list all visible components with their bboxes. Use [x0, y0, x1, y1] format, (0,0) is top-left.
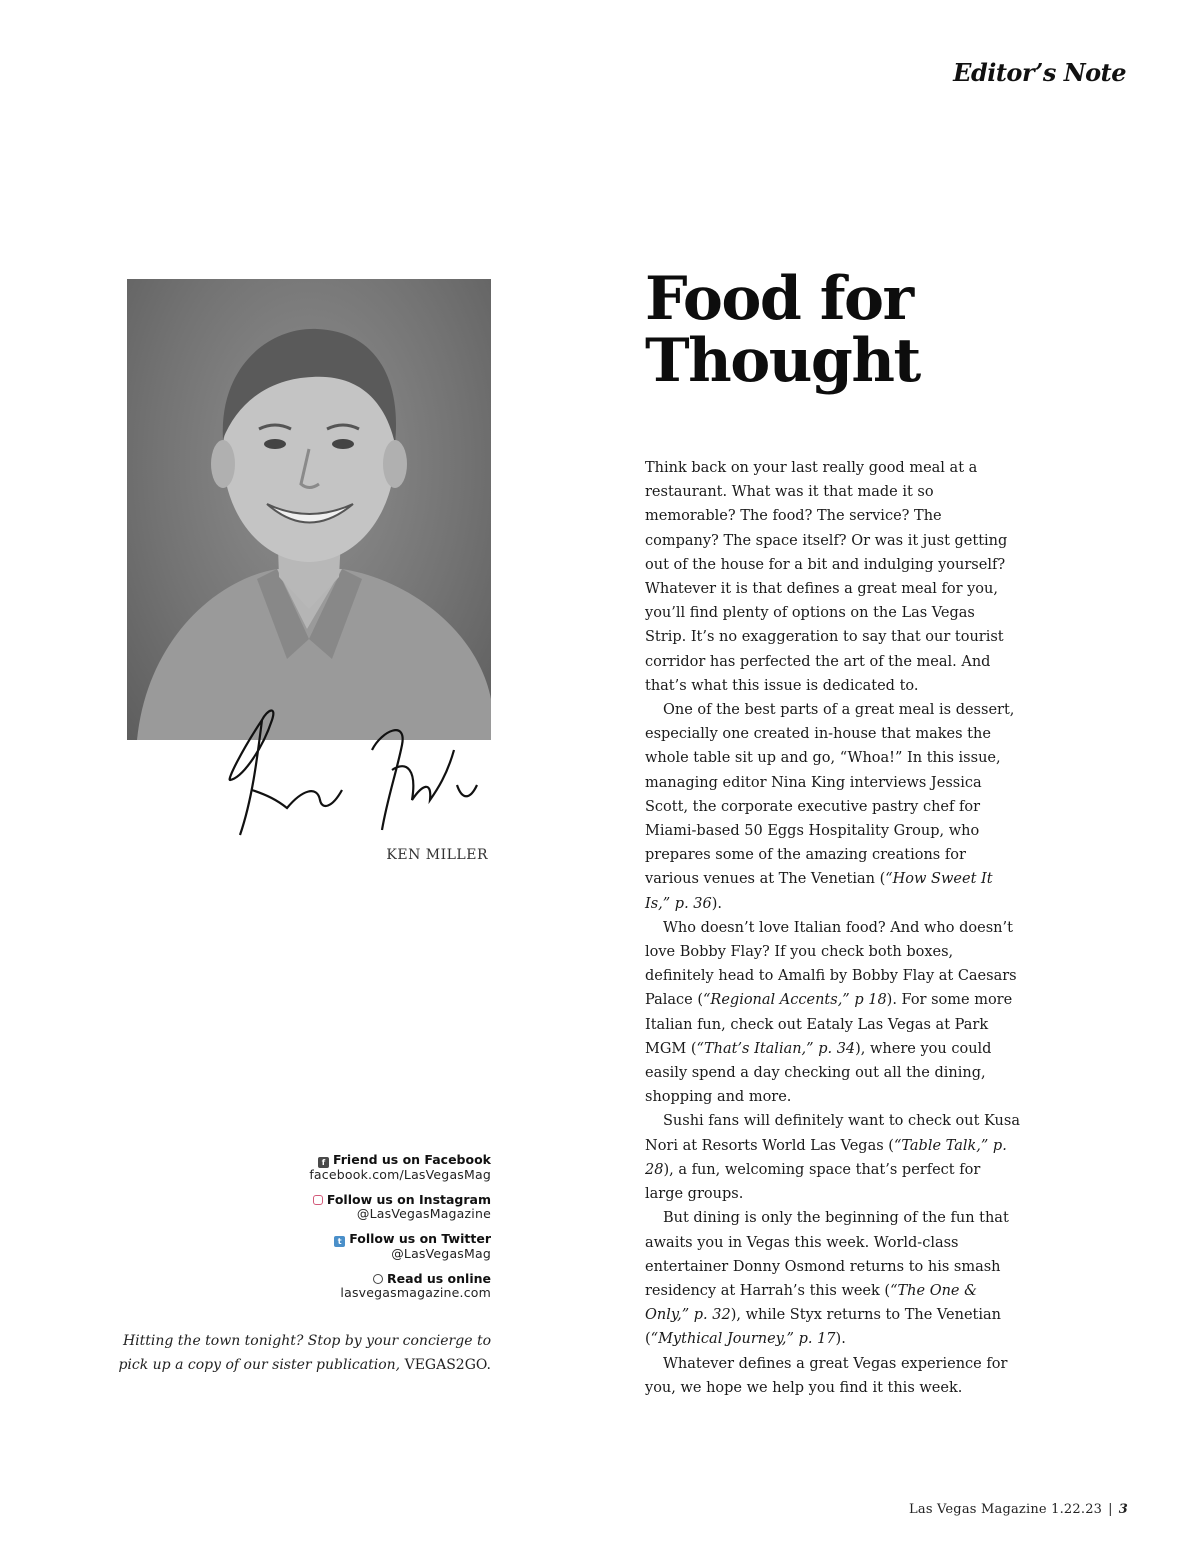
page-footer: [909, 1502, 1128, 1517]
article-text: ).: [835, 1331, 846, 1348]
social-label: [191, 1271, 491, 1286]
article-text: Whatever defines a great Vegas experience for you, we hope we help you find it this week.: [645, 1355, 1008, 1396]
social-label-text: Friend us on Facebook: [333, 1152, 491, 1167]
instagram-icon: [313, 1195, 323, 1205]
author-name: KEN MILLER: [386, 847, 488, 863]
social-item[interactable]: [191, 1231, 491, 1260]
section-tag: Editor’s Note: [953, 58, 1126, 87]
social-handle[interactable]: @LasVegasMag: [391, 1246, 491, 1261]
article-text: ), where you could easily spend a day checking out all the dining, shopping and more.: [645, 1040, 992, 1106]
article-reference: “The One & Only,” p. 32: [645, 1282, 978, 1324]
social-handle[interactable]: facebook.com/LasVegasMag: [309, 1167, 491, 1182]
article-text: Sushi fans will definitely want to check out Kusa Nori at Resorts World Las Vegas (: [645, 1113, 1020, 1154]
article-paragraph: [645, 456, 1020, 698]
article-paragraph: [645, 1352, 1020, 1400]
article-paragraph: [645, 698, 1020, 916]
social-label-text: Follow us on Instagram: [326, 1192, 491, 1207]
promo-text: Hitting the town tonight? Stop by your concierge to pick up a copy of our sister publication,: [118, 1333, 491, 1373]
article-reference: “Mythical Journey,” p. 17: [650, 1331, 836, 1348]
article-text: ), while Styx returns to The Venetian (: [645, 1307, 1002, 1348]
promo-note: [101, 1329, 491, 1377]
article-paragraph: [645, 916, 1020, 1110]
author-photo: [127, 279, 491, 740]
social-label-text: Read us online: [387, 1271, 491, 1286]
footer-separator: |: [1108, 1502, 1113, 1517]
social-label: [191, 1231, 491, 1247]
social-label-text: Follow us on Twitter: [349, 1231, 491, 1246]
article-reference: “That’s Italian,” p. 34: [696, 1040, 856, 1057]
footer-publication: Las Vegas Magazine 1.22.23: [909, 1502, 1103, 1517]
article-text: One of the best parts of a great meal is dessert, especially one created in-house that makes the whole table sit up and go, “Whoa!” In this issue, managing editor Nina King interviews Jessica Scott, the corporate executive pastry chef for Miami-based 50 Eggs Hospitality Group, who prepares some of the amazing creations for various venues at The Venetian (: [645, 702, 1015, 888]
article-text: Think back on your last really good meal at a restaurant. What was it that made it so memorable? The food? The service? The company? The space itself? Or was it just getting out of the house for a bit and indulging yourself? Whatever it is that defines a great meal for you, you’ll find plenty of options on the Las Vegas Strip. It’s no exaggeration to say that our tourist corridor has perfected the art of the meal. And that’s what this issue is dedicated to.: [645, 460, 1008, 694]
social-handle[interactable]: @LasVegasMagazine: [356, 1206, 491, 1221]
signature: [222, 690, 492, 840]
article-reference: “Regional Accents,” p 18: [703, 992, 887, 1009]
article-text: ). For some more Italian fun, check out Eataly Las Vegas at Park MGM (: [645, 992, 1013, 1057]
article-text: ).: [711, 895, 723, 912]
social-label: [191, 1152, 491, 1168]
twitter-icon: t: [334, 1236, 345, 1247]
page-number: 3: [1118, 1502, 1128, 1517]
social-item[interactable]: [191, 1192, 491, 1220]
article-reference: “How Sweet It Is,” p. 36: [645, 871, 993, 912]
social-item[interactable]: [191, 1271, 491, 1299]
facebook-icon: f: [318, 1157, 329, 1168]
article-body: [645, 456, 1020, 1400]
article-text: ), a fun, welcoming space that’s perfect for large groups.: [645, 1161, 981, 1203]
social-handle[interactable]: lasvegasmagazine.com: [340, 1285, 491, 1300]
globe-icon: [373, 1274, 383, 1284]
social-links: [191, 1152, 491, 1310]
article-text: But dining is only the beginning of the fun that awaits you in Vegas this week. World-class entertainer Donny Osmond returns to his smash residency at Harrah’s this week (: [645, 1210, 1009, 1299]
social-item[interactable]: [191, 1152, 491, 1181]
headline: Food for Thought: [645, 264, 920, 396]
social-label: [191, 1192, 491, 1207]
article-paragraph: [645, 1109, 1020, 1206]
promo-publication: VEGAS2GO.: [404, 1357, 491, 1373]
article-reference: “Table Talk,” p. 28: [645, 1137, 1007, 1178]
article-paragraph: [645, 1206, 1020, 1351]
article-text: Who doesn’t love Italian food? And who doesn’t love Bobby Flay? If you check both boxes, definitely head to Amalfi by Bobby Flay at Caesars Palace (: [645, 919, 1017, 1009]
